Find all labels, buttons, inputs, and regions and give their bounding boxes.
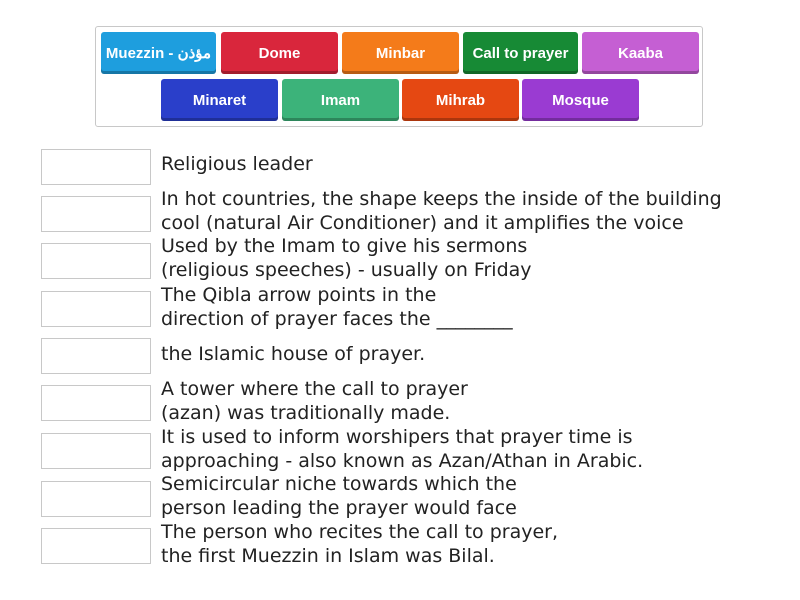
clue-line: The Qibla arrow points in the (161, 284, 437, 306)
clue-text (161, 472, 791, 520)
clue-line: The person who recites the call to prayer, (161, 521, 558, 543)
tile-label: Mosque (552, 91, 609, 109)
clue-line: (religious speeches) - usually on Friday (161, 259, 532, 281)
tile-dome[interactable] (221, 32, 338, 74)
tile-label: Imam (320, 91, 361, 109)
clue-text (161, 425, 791, 473)
answer-box[interactable] (41, 481, 151, 517)
clue-line: (azan) was traditionally made. (161, 402, 451, 424)
answer-box[interactable] (41, 196, 151, 232)
tile-label: Minaret (192, 91, 247, 109)
tile-imam[interactable] (282, 79, 399, 121)
tile-mosque[interactable] (522, 79, 639, 121)
tile-label: Dome (258, 44, 301, 62)
answer-box[interactable] (41, 433, 151, 469)
clue-text (161, 152, 791, 176)
clue-line: direction of prayer faces the ________ (161, 308, 513, 330)
answer-box[interactable] (41, 149, 151, 185)
answer-box[interactable] (41, 291, 151, 327)
tile-minbar[interactable] (342, 32, 459, 74)
clue-line: the Islamic house of prayer. (161, 343, 426, 365)
clue-text (161, 342, 791, 366)
tile-label: Kaaba (617, 44, 664, 62)
tile-label: Mihrab (435, 91, 486, 109)
clue-line: Used by the Imam to give his sermons (161, 235, 528, 257)
tile-minaret[interactable] (161, 79, 278, 121)
answer-box[interactable] (41, 243, 151, 279)
clue-text (161, 283, 791, 331)
clue-line: It is used to inform worshipers that prayer time is (161, 426, 633, 448)
clue-line: Religious leader (161, 153, 313, 175)
answer-box[interactable] (41, 528, 151, 564)
tile-mihrab[interactable] (402, 79, 519, 121)
tile-label: Minbar (375, 44, 426, 62)
clue-line: cool (natural Air Conditioner) and it amplifies the voice (161, 212, 684, 234)
word-bank (95, 26, 703, 127)
clue-text (161, 520, 791, 568)
tile-label: Muezzin - مؤذن (105, 45, 212, 62)
clue-line: A tower where the call to prayer (161, 378, 468, 400)
clue-text (161, 234, 791, 282)
clue-line: In hot countries, the shape keeps the inside of the building (161, 188, 722, 210)
clue-text (161, 377, 791, 425)
clue-line: approaching - also known as Azan/Athan in Arabic. (161, 450, 644, 472)
tile-label: Call to prayer (472, 44, 569, 62)
tile-muezzin[interactable] (101, 32, 216, 74)
clue-line: the first Muezzin in Islam was Bilal. (161, 545, 495, 567)
tile-call-to-prayer[interactable] (463, 32, 578, 74)
clue-text (161, 187, 791, 235)
clue-line: person leading the prayer would face (161, 497, 517, 519)
tile-kaaba[interactable] (582, 32, 699, 74)
answer-box[interactable] (41, 338, 151, 374)
answer-box[interactable] (41, 385, 151, 421)
clue-line: Semicircular niche towards which the (161, 473, 517, 495)
